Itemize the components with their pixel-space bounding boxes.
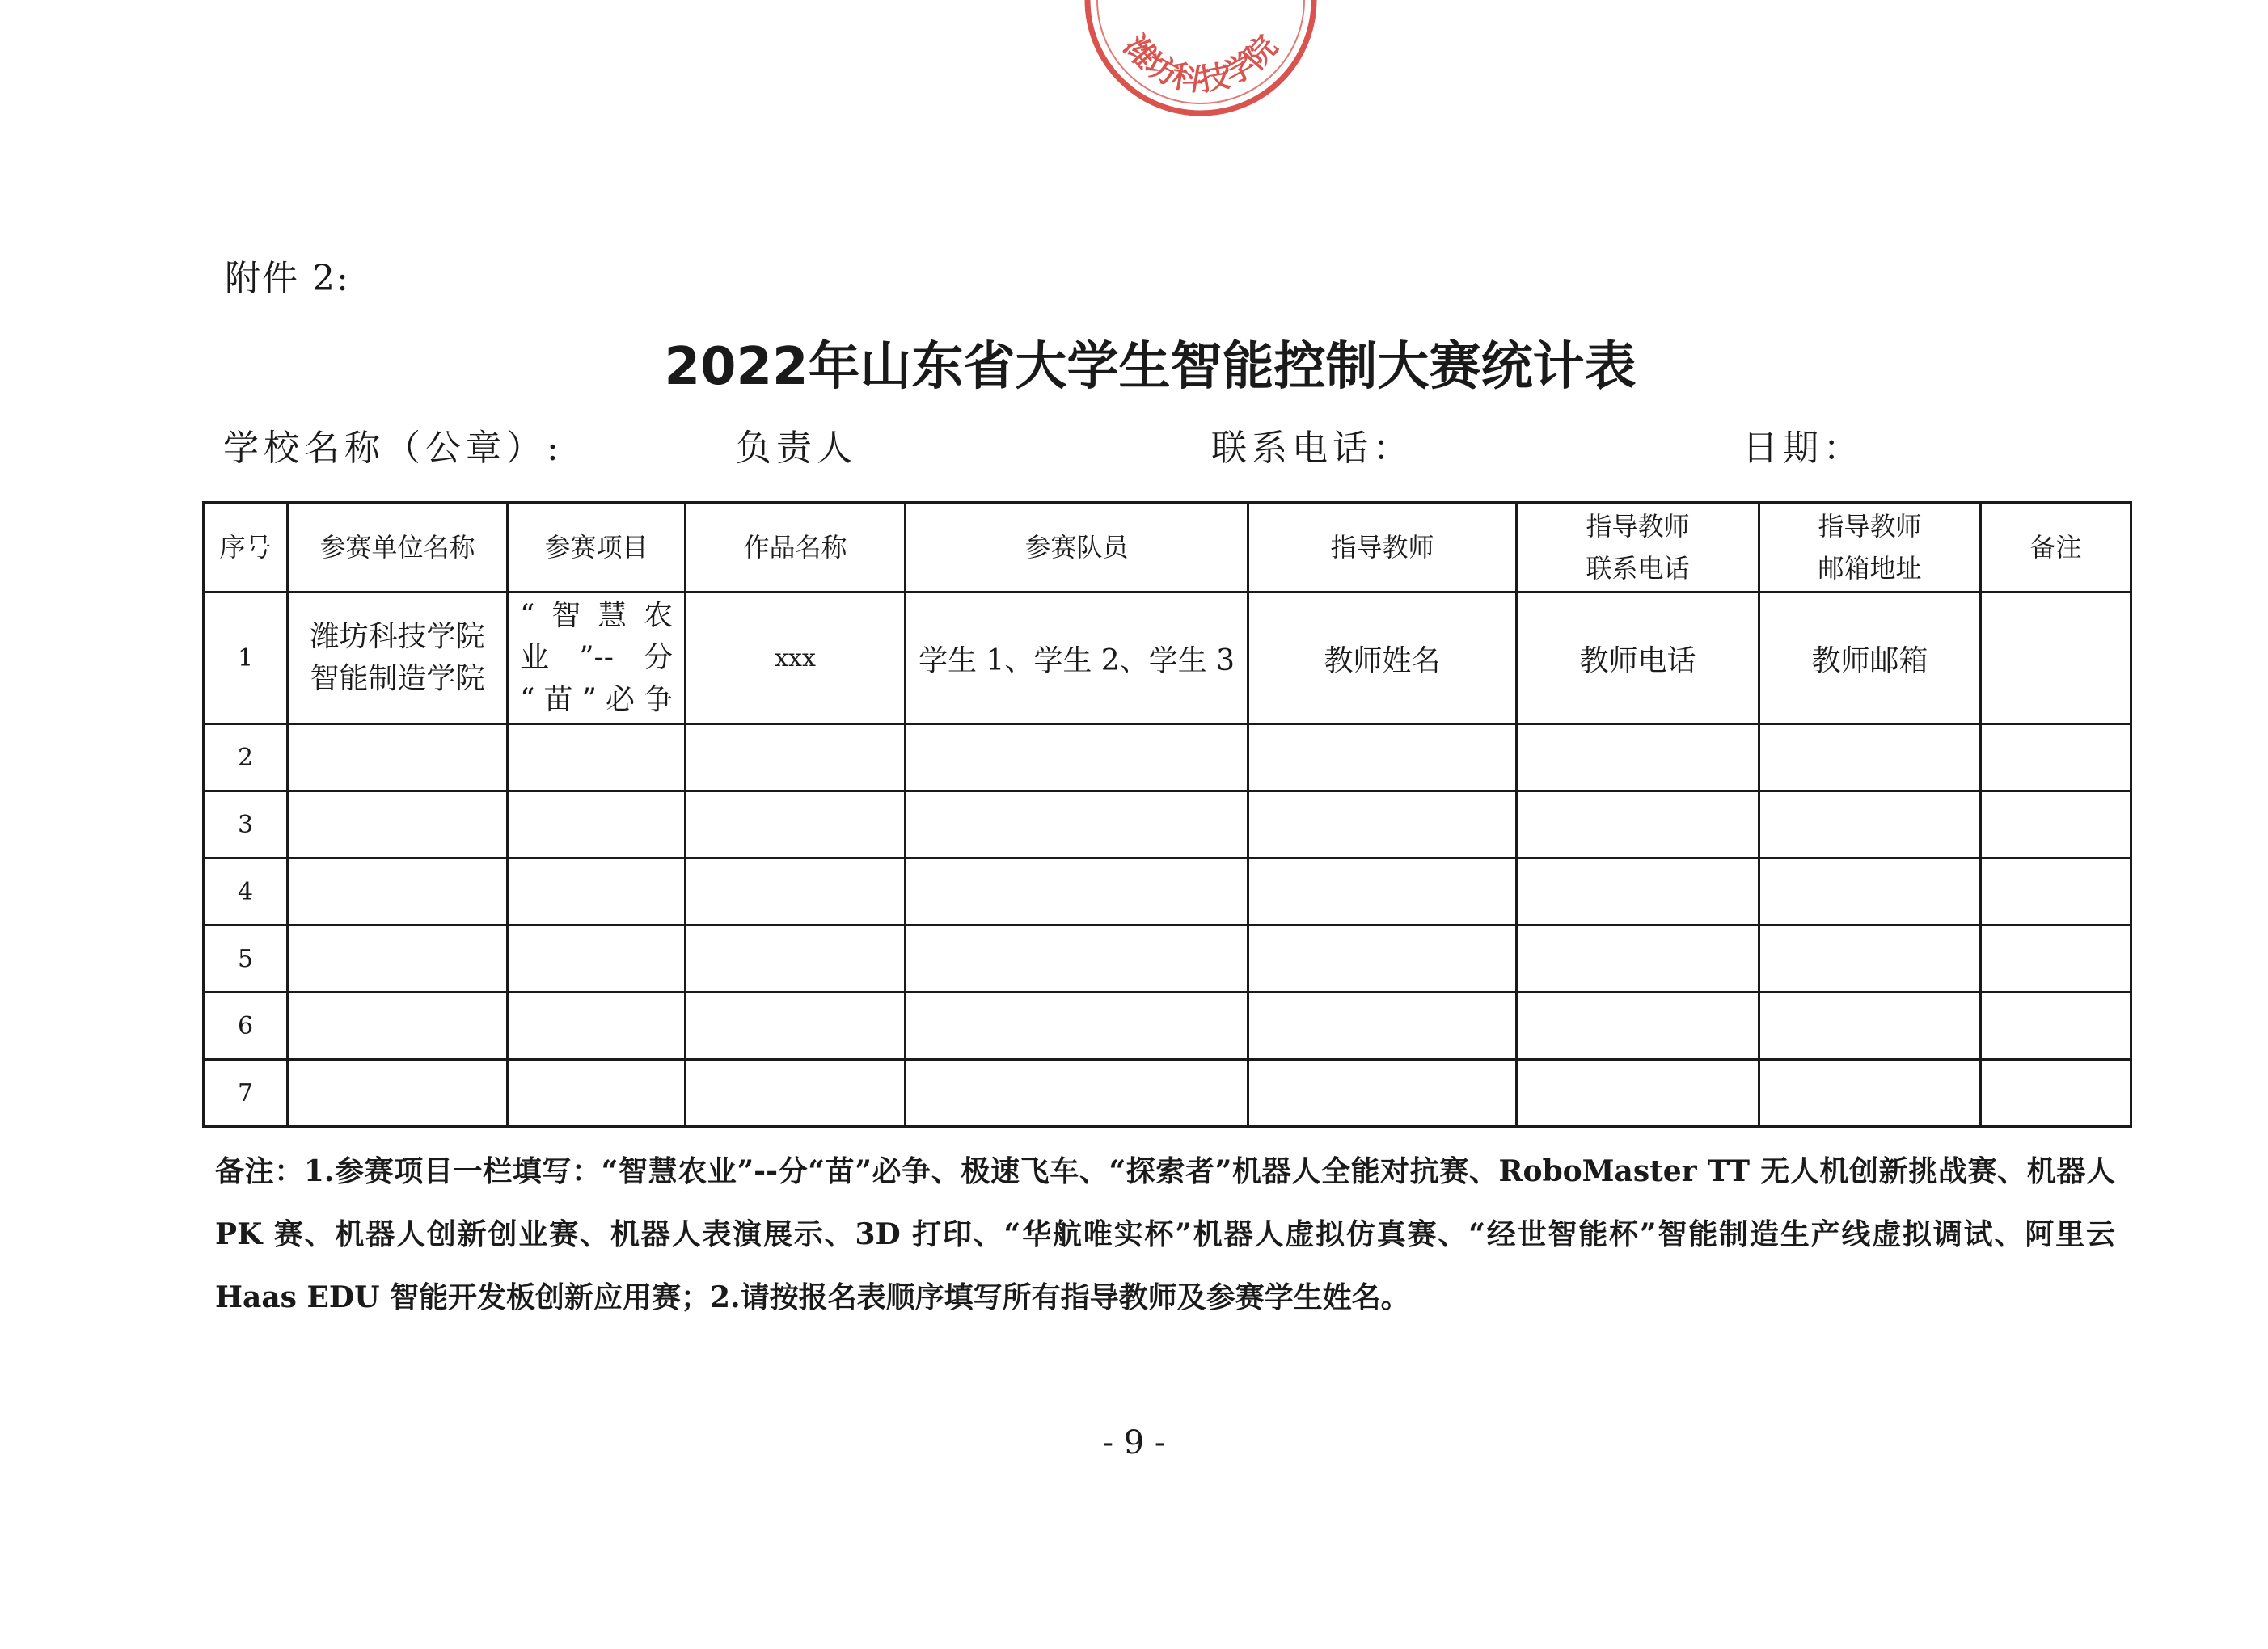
header-teacher-phone [1517, 503, 1759, 593]
table-row [204, 858, 2131, 926]
cell-teacher: 教师姓名 [1248, 593, 1517, 724]
cell-seq: 6 [204, 993, 288, 1060]
header-teacher-email-line1: 指导教师 [1818, 511, 1922, 542]
statistics-table [202, 501, 2132, 1128]
table-row [204, 926, 2131, 993]
header-project: 参赛项目 [508, 503, 686, 593]
cell-seq: 3 [204, 791, 288, 858]
header-teacher: 指导教师 [1248, 503, 1517, 593]
cell-seq: 7 [204, 1060, 288, 1127]
cell-seq: 2 [204, 724, 288, 791]
header-seq: 序号 [204, 503, 288, 593]
page-title: 2022年山东省大学生智能控制大赛统计表 [664, 337, 1637, 397]
cell-unit [288, 593, 508, 724]
header-teacher-email [1759, 503, 1981, 593]
notes-paragraph: 备注：1.参赛项目一栏填写：“智慧农业”--分“苗”必争、极速飞车、“探索者”机器人全能对抗赛、RoboMaster TT 无人机创新挑战赛、机器人 PK 赛、机器人创新创业赛、机器人表演展示、3D 打印、“华航唯实杯”机器人虚拟仿真赛、“经世智能杯”智能制造生产线虚拟调试、阿里云 Haas EDU 智能开发板创新应用赛；2.请按报名表顺序填写所有指导教师及参赛学生姓名。 [215, 1154, 2115, 1314]
table-row [204, 791, 2131, 858]
header-teacher-email-line2: 邮箱地址 [1818, 553, 1922, 584]
date-label: 日期： [1742, 428, 1864, 469]
cell-teacher-email: 教师邮箱 [1759, 593, 1981, 724]
page-number: - 9 - [1102, 1424, 1166, 1461]
table-row [204, 593, 2131, 724]
header-remarks: 备注 [1981, 503, 2131, 593]
cell-unit-line2: 智能制造学院 [310, 662, 485, 695]
header-members: 参赛队员 [906, 503, 1248, 593]
cell-seq: 5 [204, 926, 288, 993]
official-seal [1079, 0, 1322, 99]
cell-members: 学生 1、学生 2、学生 3 [906, 593, 1248, 724]
cell-seq: 1 [204, 593, 288, 724]
cell-unit-line1: 潍坊科技学院 [310, 620, 485, 653]
school-name-label: 学校名称（公章）: [223, 428, 564, 469]
cell-remarks [1981, 593, 2131, 724]
header-teacher-phone-line2: 联系电话 [1586, 553, 1690, 584]
cell-teacher-phone: 教师电话 [1517, 593, 1759, 724]
table-header-row [204, 503, 2131, 593]
contact-phone-label: 联系电话： [1211, 428, 1413, 469]
table-row [204, 1060, 2131, 1127]
seal-text: 潍坊科技学院 [1117, 28, 1285, 99]
table-row [204, 724, 2131, 791]
cell-project-line2: 业”--分 [520, 641, 673, 674]
attachment-label: 附件 2: [225, 258, 350, 299]
header-unit: 参赛单位名称 [288, 503, 508, 593]
cell-project-line1: “智慧农 [520, 599, 673, 632]
person-in-charge-label: 负责人 [736, 428, 857, 469]
table-row [204, 993, 2131, 1060]
cell-project [508, 593, 686, 724]
cell-work: xxx [686, 593, 906, 724]
svg-text:潍坊科技学院 [1117, 28, 1285, 99]
cell-seq: 4 [204, 858, 288, 926]
cell-project-line3: “苗”必争 [520, 683, 673, 716]
header-teacher-phone-line1: 指导教师 [1586, 511, 1690, 542]
header-work: 作品名称 [686, 503, 906, 593]
